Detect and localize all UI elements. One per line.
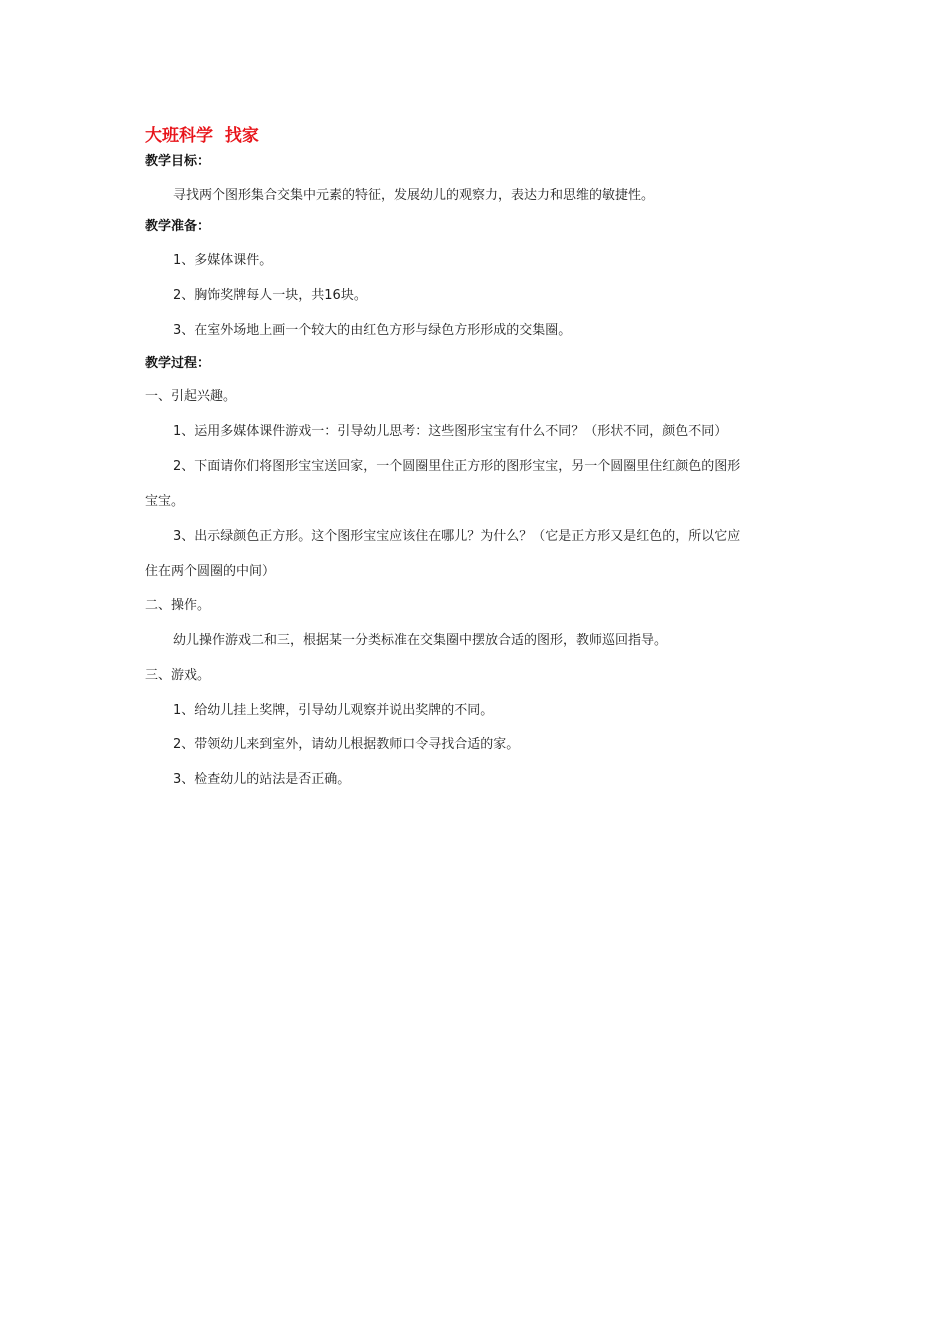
- section-title: 二、操作。: [145, 598, 211, 613]
- document-title: 大班科学 找家: [145, 126, 259, 146]
- prep-item: 2、胸饰奖牌每人一块，共16块。: [173, 288, 367, 303]
- goal-heading: 教学目标：: [145, 154, 211, 169]
- section-item-continued: 宝宝。: [145, 494, 185, 509]
- prep-item: 1、多媒体课件。: [173, 253, 273, 268]
- prep-heading: 教学准备：: [145, 219, 211, 234]
- section-item: 2、带领幼儿来到室外，请幼儿根据教师口令寻找合适的家。: [173, 737, 520, 752]
- goal-text: 寻找两个图形集合交集中元素的特征，发展幼儿的观察力，表达力和思维的敏捷性。: [173, 188, 655, 203]
- process-heading: 教学过程：: [145, 356, 211, 371]
- section-item: 3、检查幼儿的站法是否正确。: [173, 772, 351, 787]
- section-item-continued: 住在两个圆圈的中间）: [145, 564, 276, 579]
- section-title: 一、引起兴趣。: [145, 389, 237, 404]
- section-item: 2、下面请你们将图形宝宝送回家，一个圆圈里住正方形的图形宝宝，另一个圆圈里住红颜色的图形: [173, 459, 741, 474]
- section-item: 1、运用多媒体课件游戏一：引导幼儿思考：这些图形宝宝有什么不同？（形状不同，颜色不同）: [173, 424, 728, 439]
- section-title: 三、游戏。: [145, 668, 211, 683]
- section-text: 幼儿操作游戏二和三，根据某一分类标准在交集圈中摆放合适的图形，教师巡回指导。: [173, 633, 668, 648]
- section-item: 1、给幼儿挂上奖牌，引导幼儿观察并说出奖牌的不同。: [173, 703, 494, 718]
- prep-item: 3、在室外场地上画一个较大的由红色方形与绿色方形形成的交集圈。: [173, 323, 572, 338]
- section-item: 3、出示绿颜色正方形。这个图形宝宝应该住在哪儿？为什么？（它是正方形又是红色的，所以它应: [173, 529, 741, 544]
